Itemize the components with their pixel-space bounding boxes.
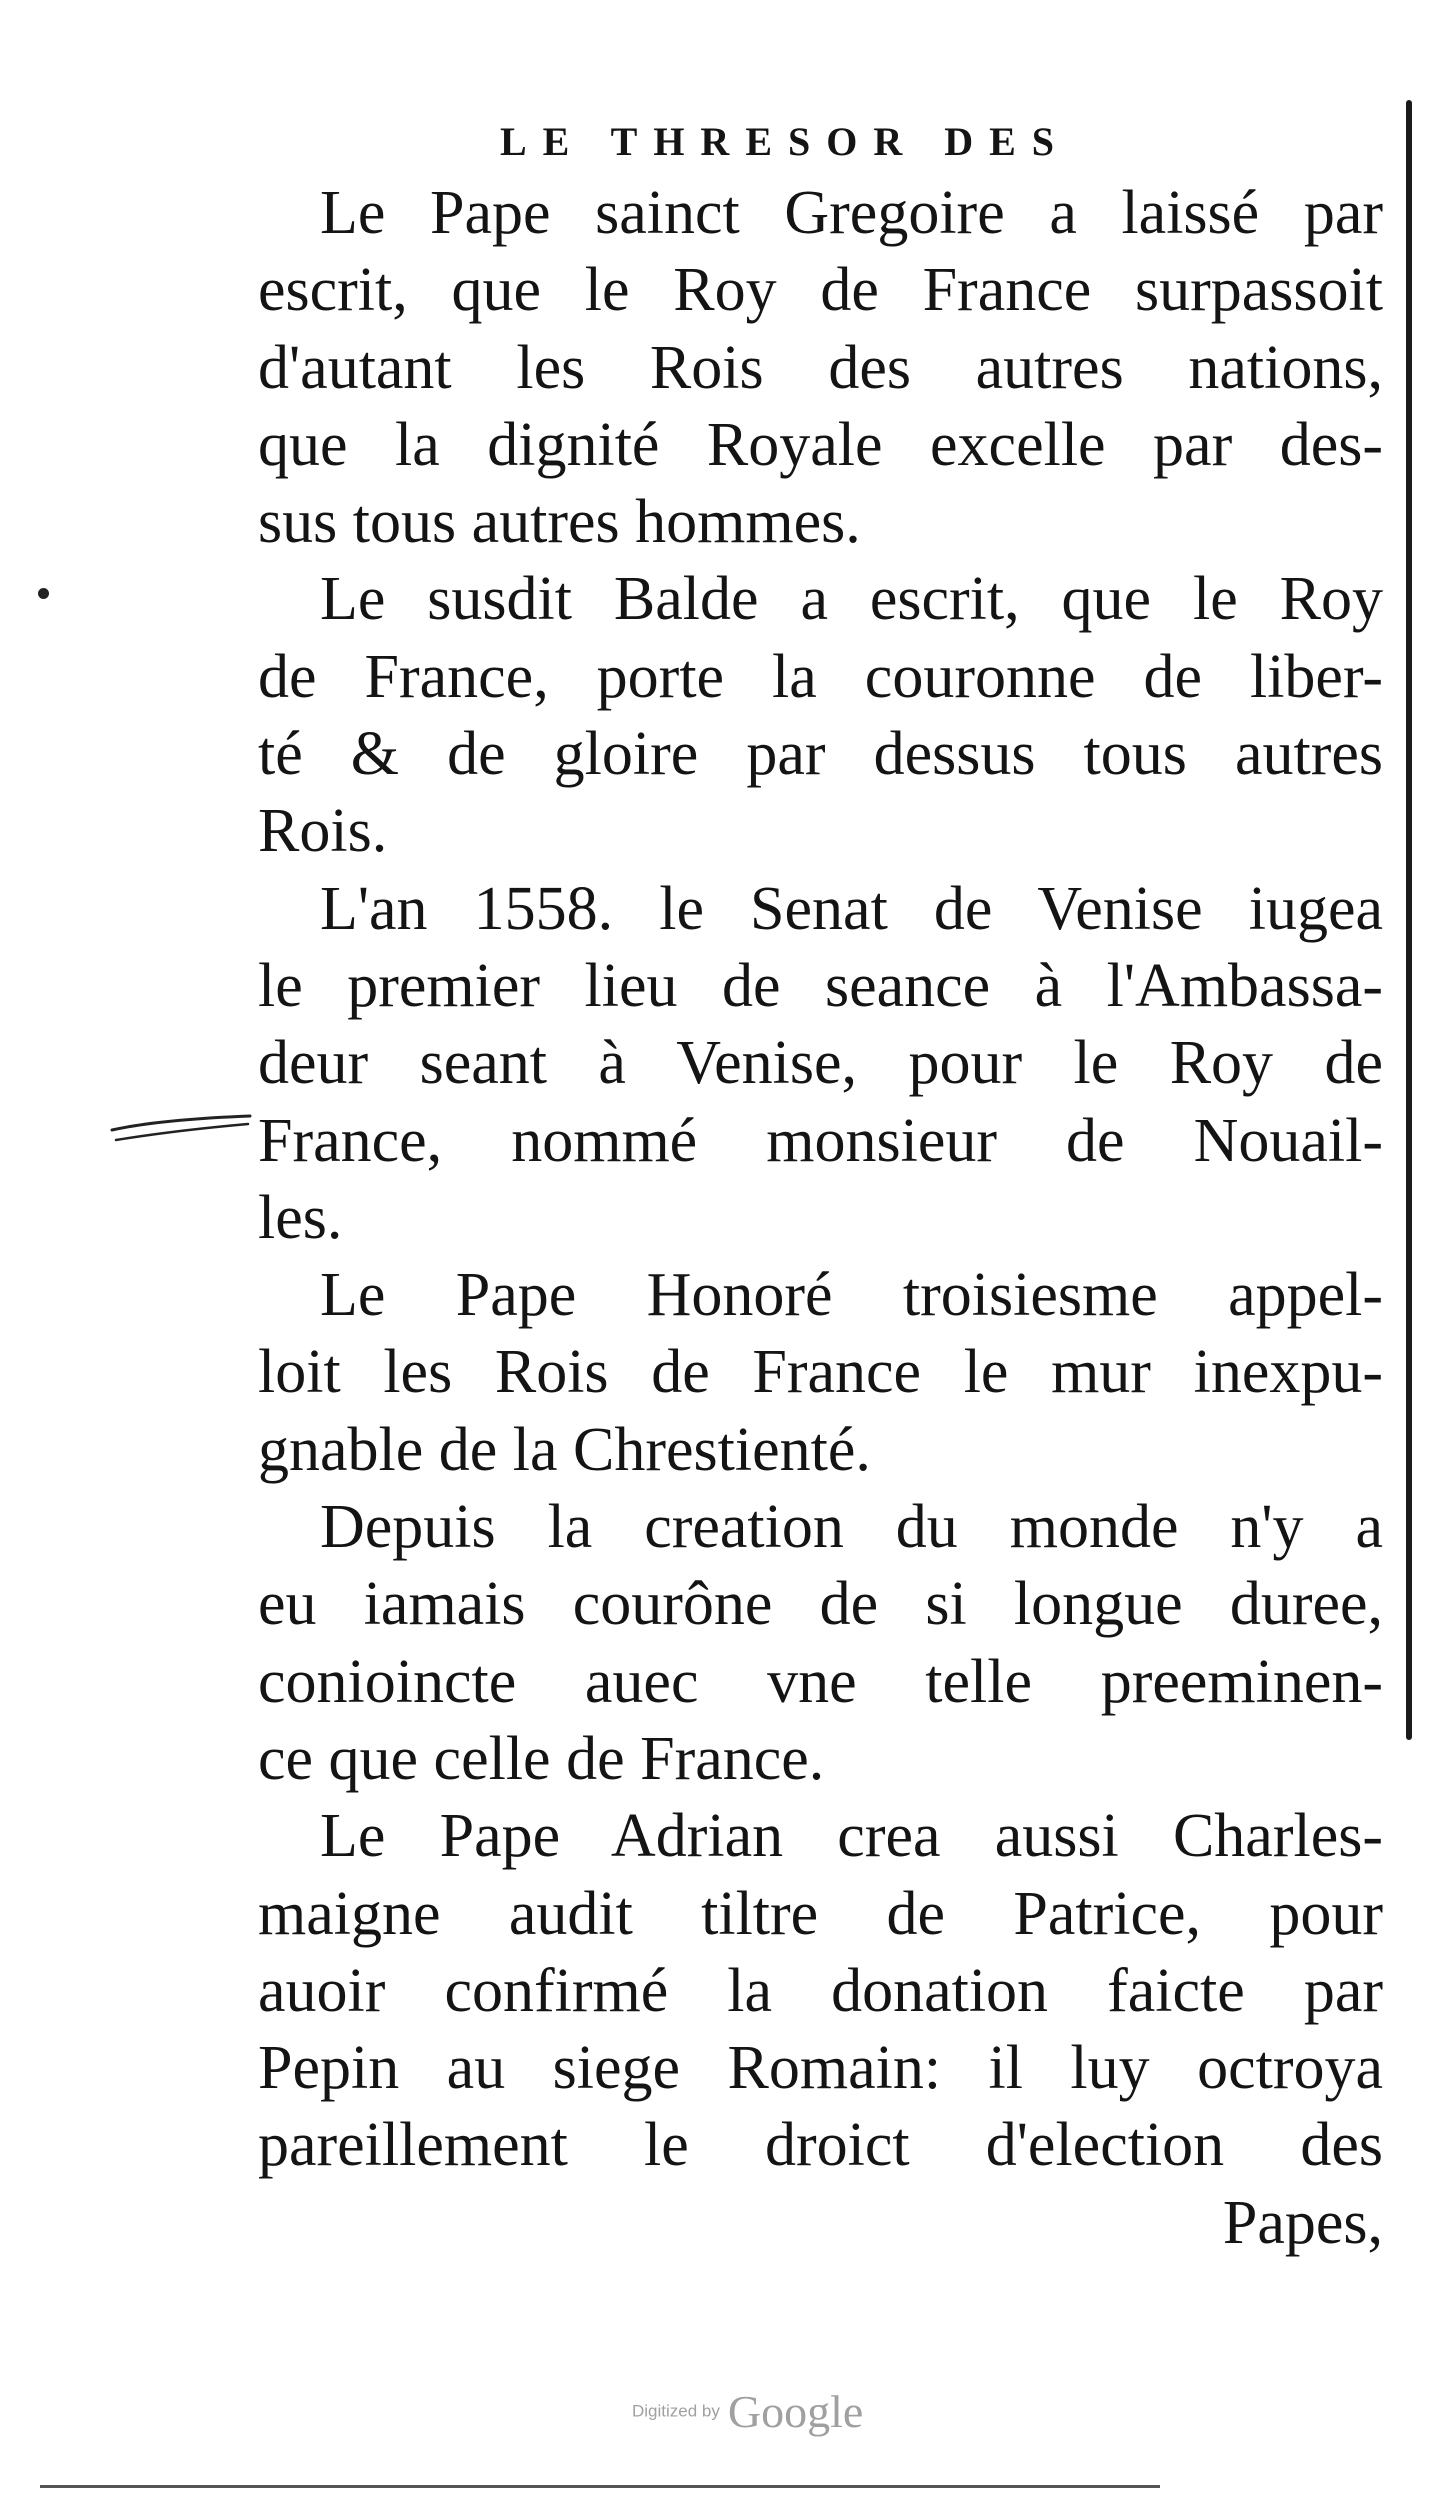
watermark-prefix: Digitized by <box>632 2401 720 2421</box>
text-line: Pepin au siege Romain: il luy octroya <box>258 2034 1383 2103</box>
text-line: conioincte auec vne telle preeminen- <box>258 1647 1383 1716</box>
text-line: L'an 1558. le Senat de Venise iugea <box>320 874 1383 943</box>
text-line: té & de gloire par dessus tous autres <box>258 720 1383 789</box>
margin-dot <box>38 588 49 599</box>
text-line: ce que celle de France. <box>258 1724 825 1793</box>
text-line: sus tous autres hommes. <box>258 488 861 557</box>
text-line: loit les Rois de France le mur inexpu- <box>258 1338 1383 1407</box>
page-edge-shadow <box>1406 100 1412 1740</box>
text-line: Le Pape sainct Gregoire a laissé par <box>320 179 1383 247</box>
text-line: de France, porte la couronne de liber- <box>258 642 1383 711</box>
handwritten-marginal-mark <box>108 1108 253 1148</box>
text-line: Le Pape Honoré troisiesme appel- <box>320 1261 1383 1330</box>
text-line: pareillement le droict d'election des <box>258 2111 1383 2180</box>
running-head: LE THRESOR DES <box>500 119 1071 164</box>
digitized-watermark <box>632 2385 952 2445</box>
text-line: auoir confirmé la donation faicte par <box>258 1956 1383 2025</box>
text-line: que la dignité Royale excelle par des- <box>258 410 1383 479</box>
text-line: d'autant les Rois des autres nations, <box>258 333 1383 402</box>
text-line: deur seant à Venise, pour le Roy de <box>258 1029 1383 1098</box>
text-line: Rois. <box>258 797 388 866</box>
text-line: France, nommé monsieur de Nouail- <box>258 1106 1383 1175</box>
text-line: Le susdit Balde a escrit, que le Roy <box>320 565 1383 634</box>
watermark-brand: Google <box>727 2386 864 2437</box>
body-text <box>258 175 1383 2262</box>
text-line: Le Pape Adrian crea aussi Charles- <box>320 1802 1383 1871</box>
text-line: maigne audit tiltre de Patrice, pour <box>258 1879 1383 1948</box>
text-line: escrit, que le Roy de France surpassoit <box>258 256 1383 325</box>
text-line: les. <box>258 1183 343 1252</box>
text-line: gnable de la Chrestienté. <box>258 1415 871 1484</box>
text-line: eu iamais courône de si longue duree, <box>258 1570 1383 1639</box>
catchword: Papes, <box>1222 2188 1383 2257</box>
bottom-rule <box>40 2485 1160 2488</box>
text-line: Depuis la creation du monde n'y a <box>320 1493 1383 1562</box>
text-line: le premier lieu de seance à l'Ambassa- <box>258 951 1383 1020</box>
